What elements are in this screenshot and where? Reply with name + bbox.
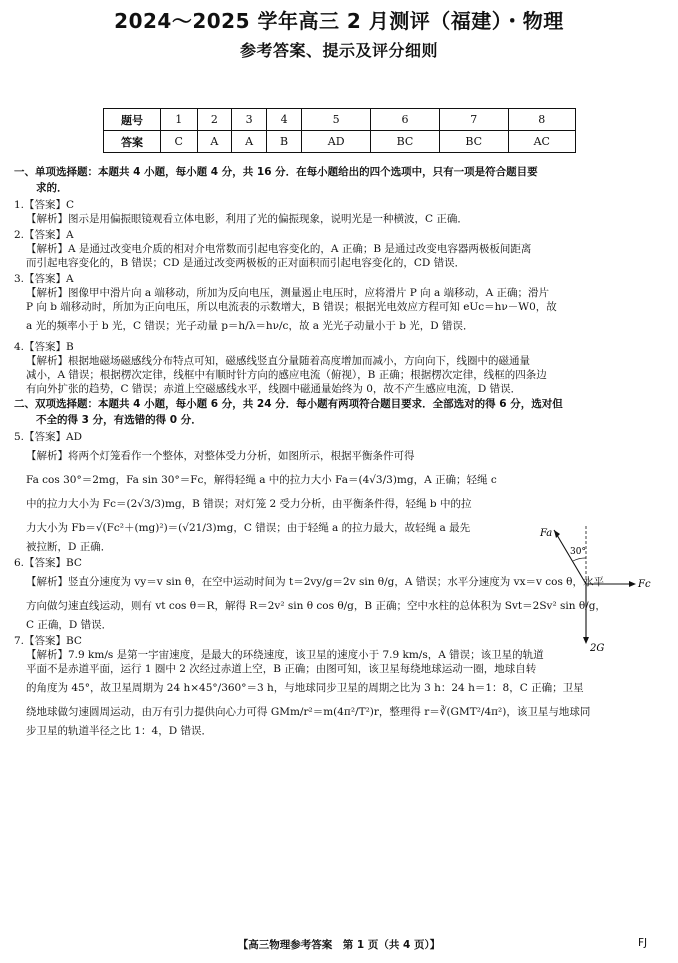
- page-title: 2024～2025 学年高三 2 月测评（福建）・物理: [114, 9, 564, 33]
- answer-line: 7.【答案】BC: [14, 635, 82, 647]
- force-diagram: [530, 524, 655, 654]
- explanation-line: 【解析】7.9 km/s 是第一宇宙速度，是最大的环绕速度，该卫星的速度小于 7.9 km/s，A 错误；该卫星的轨道: [26, 649, 544, 661]
- table-cell: C: [161, 131, 198, 153]
- table-cell: 4: [266, 109, 301, 131]
- force-fa-arrow: [554, 530, 586, 584]
- label-2g: 2G: [590, 643, 605, 654]
- table-header-cell: 题号: [104, 109, 161, 131]
- explanation-line: 【解析】根据地磁场磁感线分布特点可知，磁感线竖直分量随着高度增加而减小，方向向下，线圈中的磁通量: [26, 355, 530, 367]
- page-footer: 【高三物理参考答案 第 1 页（共 4 页）】: [237, 939, 441, 951]
- force-fa-arrowhead: [554, 530, 560, 538]
- explanation-line: 平面不是赤道平面，运行 1 圈中 2 次经过赤道上空，B 正确；由图可知，该卫星每绕地球运动一圈，地球自转: [26, 663, 537, 675]
- section-heading: 一、单项选择题：本题共 4 小题，每小题 4 分，共 16 分．在每小题给出的四个选项中，只有一项是符合题目要: [14, 166, 538, 178]
- explanation-line: 而引起电容变化的，B 错误；CD 是通过改变两极板的正对面积而引起电容变化的，CD 错误．: [26, 257, 466, 269]
- table-cell: 7: [439, 109, 508, 131]
- table-cell: 6: [371, 109, 440, 131]
- table-row: [104, 131, 576, 153]
- answer-line: 6.【答案】BC: [14, 557, 82, 569]
- footer-tag: FJ: [638, 937, 648, 949]
- explanation-line: 的角度为 45°，故卫星周期为 24 h×45°/360°＝3 h，与地球同步卫星的周期之比为 3 h：24 h＝1：8，C 正确；卫星: [26, 682, 584, 694]
- answer-line: 3.【答案】A: [14, 273, 74, 285]
- answer-line: 5.【答案】AD: [14, 431, 83, 443]
- explanation-line: 绕地球做匀速圆周运动，由万有引力提供向心力可得 GMm/r²＝m(4π²/T²)r，整理得 r＝∛(GMT²/4π²)，该卫星与地球同: [26, 706, 591, 718]
- answer-table: [103, 108, 576, 153]
- explanation-line: 方向做匀速直线运动，则有 vt cos θ＝R，解得 R＝2v² sin θ cos θ/g，B 正确；空中水柱的总体积为 Svt＝2Sv² sin θ/g，: [26, 600, 606, 612]
- table-cell: 3: [232, 109, 267, 131]
- explanation-line: Fa cos 30°＝2mg，Fa sin 30°＝Fc，解得轻绳 a 中的拉力大小 Fa＝(4√3/3)mg，A 正确；轻绳 c: [26, 474, 497, 486]
- explanation-line: C 正确，D 错误．: [26, 619, 113, 631]
- explanation-line: 【解析】将两个灯笼看作一个整体，对整体受力分析，如图所示，根据平衡条件可得: [26, 450, 415, 462]
- explanation-line: 被拉断，D 正确．: [26, 541, 112, 553]
- explanation-line: 【解析】A 是通过改变电介质的相对介电常数而引起电容变化的，A 正确；B 是通过改变电容器两极板间距离: [26, 243, 532, 255]
- answer-line: 2.【答案】A: [14, 229, 74, 241]
- page-subtitle: 参考答案、提示及评分细则: [239, 41, 438, 60]
- explanation-line: 【解析】竖直分速度为 vy＝v sin θ，在空中运动时间为 t＝2vy/g＝2v sin θ/g，A 错误；水平分速度为 vx＝v cos θ，水平: [26, 576, 605, 588]
- answer-line: 1.【答案】C: [14, 199, 75, 211]
- label-fa: Fa: [540, 528, 553, 539]
- table-cell: BC: [439, 131, 508, 153]
- explanation-line: 减小，A 错误；根据楞次定律，线框中有顺时针方向的感应电流（俯视），B 正确；根据楞次定律，线框的四条边: [26, 369, 547, 381]
- table-cell: A: [197, 131, 232, 153]
- section-heading-continued: 求的．: [36, 182, 68, 194]
- force-g-arrowhead: [583, 637, 589, 644]
- explanation-line: 有向外扩张的趋势，C 错误；赤道上空磁感线水平，线圈中磁通量始终为 0，故不产生感应电流，D 错误．: [26, 383, 522, 395]
- table-cell: A: [232, 131, 267, 153]
- table-cell: AD: [302, 131, 371, 153]
- table-cell: 5: [302, 109, 371, 131]
- section-heading: 二、双项选择题：本题共 4 小题，每小题 6 分，共 24 分．每小题有两项符合题目要求．全部选对的得 6 分，选对但: [14, 398, 563, 410]
- explanation-line: P 向 b 端移动时，所加为正向电压，所以电流表的示数增大，B 错误；根据光电效应方程可知 eUc＝hν－W0，故: [26, 301, 557, 313]
- table-cell: B: [266, 131, 301, 153]
- table-row: [104, 109, 576, 131]
- explanation-line: 力大小为 Fb＝√(Fc²＋(mg)²)＝(√21/3)mg，C 错误；由于轻绳 a 的拉力最大，故轻绳 a 最先: [26, 522, 471, 534]
- table-cell: BC: [371, 131, 440, 153]
- section-heading-continued: 不全的得 3 分，有选错的得 0 分．: [36, 414, 202, 426]
- table-cell: 1: [161, 109, 198, 131]
- answer-line: 4.【答案】B: [14, 341, 74, 353]
- label-fc: Fc: [638, 579, 651, 590]
- angle-arc: [573, 558, 586, 561]
- explanation-line: 【解析】图像甲中滑片向 a 端移动，所加为反向电压，测量遏止电压时，应将滑片 P 向 a 端移动，A 正确；滑片: [26, 287, 550, 299]
- table-cell: AC: [508, 131, 575, 153]
- explanation-line: a 光的频率小于 b 光，C 错误；光子动量 p＝h/λ＝hν/c，故 a 光光子动量小于 b 光，D 错误．: [26, 320, 474, 332]
- table-cell: 8: [508, 109, 575, 131]
- table-header-cell: 答案: [104, 131, 161, 153]
- label-angle: 30°: [570, 547, 586, 557]
- table-cell: 2: [197, 109, 232, 131]
- explanation-line: 步卫星的轨道半径之比 1：4，D 错误．: [26, 725, 212, 737]
- explanation-line: 中的拉力大小为 Fc＝(2√3/3)mg，B 错误；对灯笼 2 受力分析，由平衡条件得，轻绳 b 中的拉: [26, 498, 472, 510]
- explanation-line: 【解析】图示是用偏振眼镜观看立体电影，利用了光的偏振现象，说明光是一种横波，C 正确．: [26, 213, 468, 225]
- force-fc-arrowhead: [629, 581, 636, 587]
